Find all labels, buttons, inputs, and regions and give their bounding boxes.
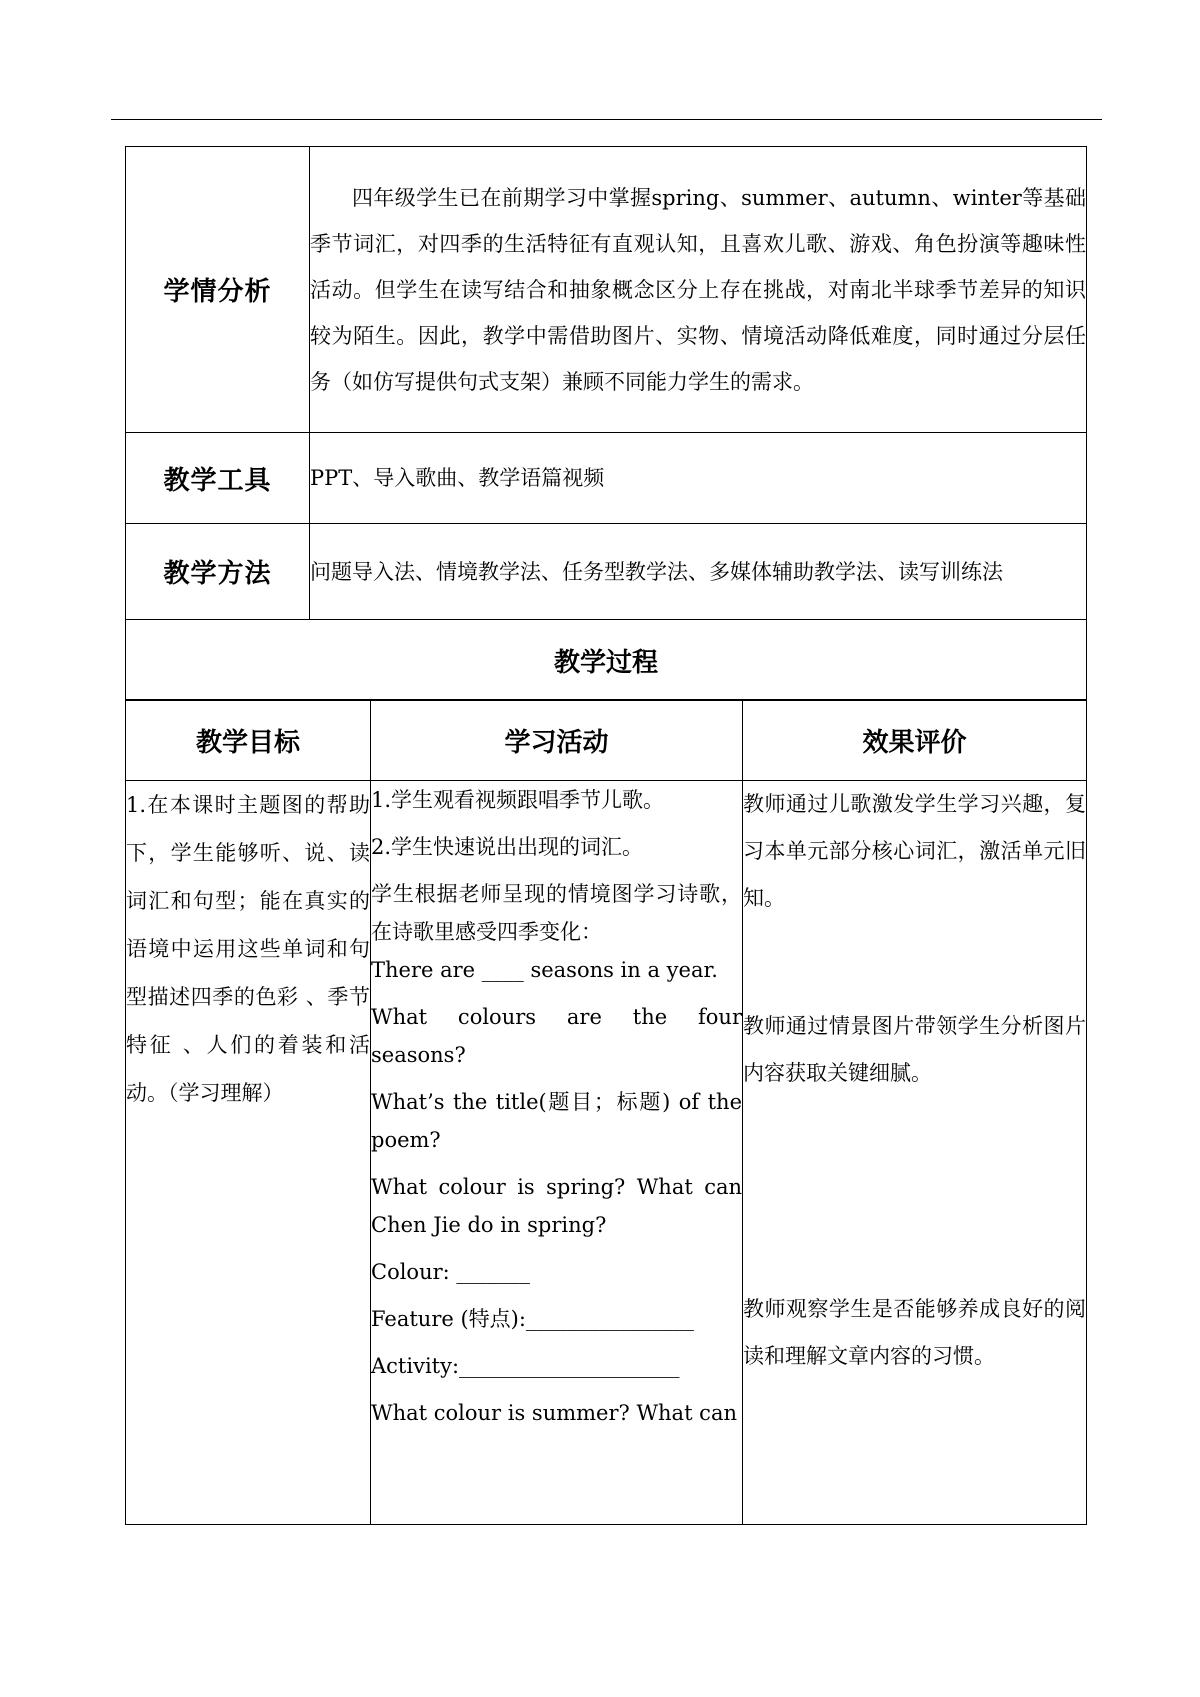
column-header-activity: 学习活动	[371, 700, 743, 781]
section-label-methods: 教学方法	[126, 524, 310, 620]
section-content-tools: PPT、导入歌曲、教学语篇视频	[310, 433, 1087, 524]
activity-cell	[371, 781, 743, 1525]
activity-line: Activity:_____________________	[371, 1354, 680, 1378]
info-table	[125, 146, 1087, 701]
section-content-methods: 问题导入法、情境教学法、任务型教学法、多媒体辅助教学法、读写训练法	[310, 524, 1087, 620]
column-header-evaluation: 效果评价	[743, 700, 1087, 781]
goal-cell: 1.在本课时主题图的帮助下，学生能够听、说、读词汇和句型；能在真实的语境中运用这些单词和句型描述四季的色彩 、季节特征 、人们的着装和活动。（学习理解）	[126, 781, 371, 1525]
table-row	[126, 433, 1087, 524]
activity-line: 1.学生观看视频跟唱季节儿歌。	[371, 788, 665, 812]
evaluation-note: 教师观察学生是否能够养成良好的阅读和理解文章内容的习惯。	[743, 1297, 1086, 1368]
process-title: 教学过程	[126, 620, 1087, 701]
activity-line: What colour is spring? What can Chen Jie do in spring?	[371, 1175, 742, 1237]
section-label-analysis: 学情分析	[126, 147, 310, 433]
activity-line: What colour is summer? What can	[371, 1401, 737, 1425]
table-row	[126, 147, 1087, 433]
evaluation-note: 教师通过儿歌激发学生学习兴趣，复习本单元部分核心词汇，激活单元旧知。	[743, 792, 1086, 910]
table-row	[126, 620, 1087, 701]
section-label-tools: 教学工具	[126, 433, 310, 524]
activity-line: There are ____ seasons in a year.	[371, 958, 718, 982]
activity-line: What colours are the four seasons?	[371, 1005, 742, 1067]
table-row	[126, 781, 1087, 1525]
activity-line: Feature (特点):________________	[371, 1307, 694, 1331]
process-table	[125, 699, 1087, 1525]
table-row	[126, 700, 1087, 781]
header-rule	[111, 119, 1102, 120]
activity-line: 2.学生快速说出出现的词汇。	[371, 835, 644, 859]
table-row	[126, 524, 1087, 620]
activity-line: What’s the title(题目；标题) of the poem?	[371, 1090, 742, 1152]
activity-line: 学生根据老师呈现的情境图学习诗歌，在诗歌里感受四季变化：	[371, 882, 742, 944]
column-header-goal: 教学目标	[126, 700, 371, 781]
activity-line: Colour: _______	[371, 1260, 530, 1284]
section-content-analysis: 四年级学生已在前期学习中掌握spring、summer、autumn、winter等基础季节词汇，对四季的生活特征有直观认知，且喜欢儿歌、游戏、角色扮演等趣味性活动。但学生在读写结合和抽象概念区分上存在挑战，对南北半球季节差异的知识较为陌生。因此，教学中需借助图片、实物、情境活动降低难度，同时通过分层任务（如仿写提供句式支架）兼顾不同能力学生的需求。	[310, 147, 1087, 433]
evaluation-cell	[743, 781, 1087, 1525]
evaluation-note: 教师通过情景图片带领学生分析图片内容获取关键细腻。	[743, 1014, 1086, 1085]
